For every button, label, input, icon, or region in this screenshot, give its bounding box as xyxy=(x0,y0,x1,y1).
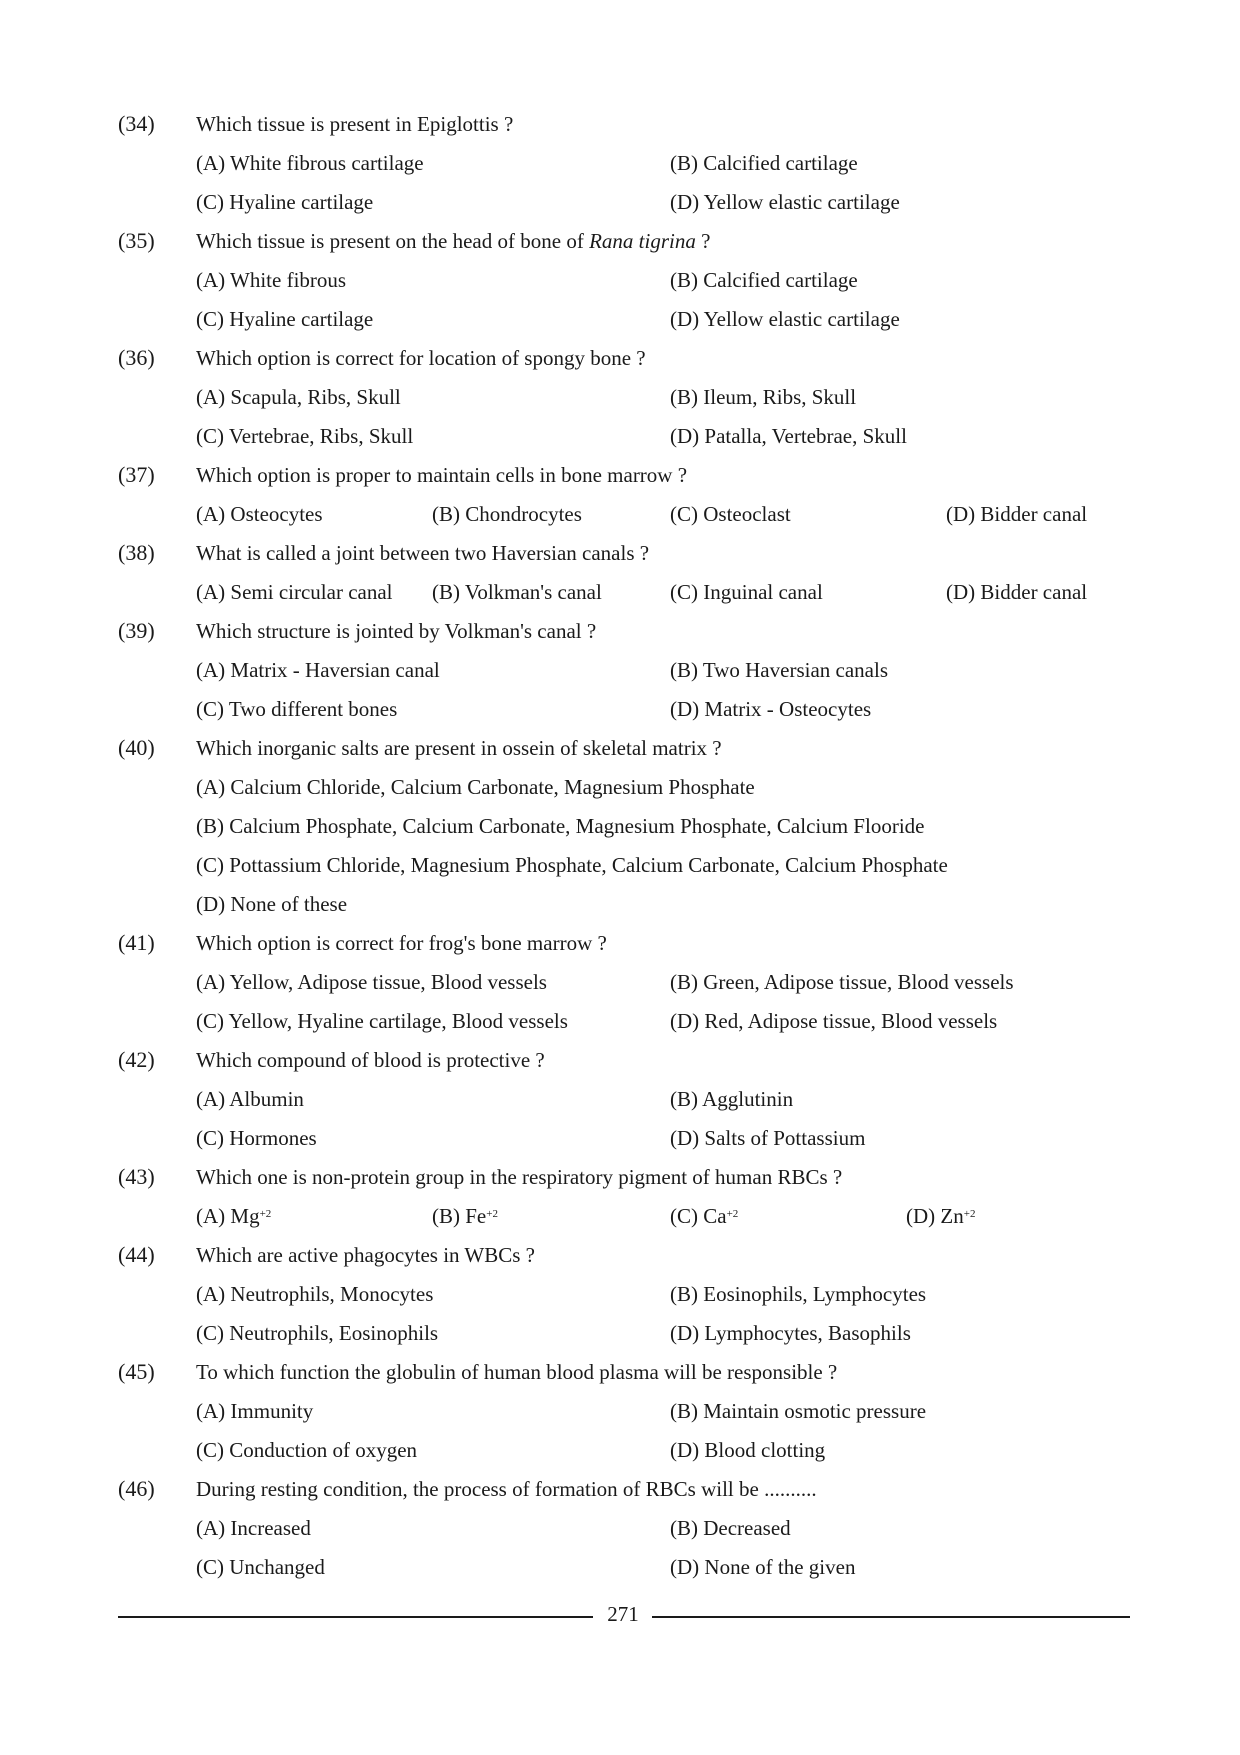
question-40 xyxy=(0,734,1240,774)
options-row xyxy=(0,266,1240,296)
option-label: (D) Zn xyxy=(906,1204,964,1228)
question-number: (34) xyxy=(118,111,155,136)
option-c: (C) Hormones xyxy=(196,1126,317,1150)
options-row xyxy=(0,1553,1240,1583)
option-c: (C) Yellow, Hyaline cartilage, Blood vessels xyxy=(196,1009,568,1033)
question-43 xyxy=(0,1163,1240,1203)
question-text: Which inorganic salts are present in ossein of skeletal matrix ? xyxy=(196,736,722,760)
question-text: To which function the globulin of human blood plasma will be responsible ? xyxy=(196,1360,838,1384)
options-row xyxy=(0,149,1240,179)
options-row xyxy=(0,188,1240,218)
option-d: (D) None of these xyxy=(196,892,348,916)
option-d: (D) Bidder canal xyxy=(946,502,1088,526)
options-row xyxy=(0,1280,1240,1310)
option-d: (D) Yellow elastic cartilage xyxy=(670,307,900,331)
option-a: (A) Yellow, Adipose tissue, Blood vessels xyxy=(196,970,547,994)
page-number: 271 xyxy=(607,1602,639,1626)
question-41 xyxy=(0,929,1240,969)
option-c: (C) Vertebrae, Ribs, Skull xyxy=(196,424,414,448)
option-d: (D) Red, Adipose tissue, Blood vessels xyxy=(670,1009,998,1033)
charge-superscript: +2 xyxy=(963,1208,976,1220)
options-row xyxy=(0,1007,1240,1037)
option-c xyxy=(670,1202,738,1230)
options-row xyxy=(0,695,1240,725)
options-row xyxy=(0,1397,1240,1427)
options-row xyxy=(0,968,1240,998)
question-number: (42) xyxy=(118,1047,155,1072)
option-c: (C) Pottassium Chloride, Magnesium Phosphate, Calcium Carbonate, Calcium Phosphate xyxy=(196,853,948,877)
options-row xyxy=(0,305,1240,335)
footer-rule-right xyxy=(652,1616,1130,1618)
options-row xyxy=(0,1514,1240,1544)
option-a: (A) Osteocytes xyxy=(196,502,323,526)
option-a: (A) Increased xyxy=(196,1516,311,1540)
options-row xyxy=(0,890,1240,920)
question-44 xyxy=(0,1241,1240,1281)
question-number: (40) xyxy=(118,735,155,760)
option-b: (B) Chondrocytes xyxy=(432,502,582,526)
option-c: (C) Inguinal canal xyxy=(670,580,823,604)
options-row xyxy=(0,851,1240,881)
charge-superscript: +2 xyxy=(726,1208,739,1220)
question-36 xyxy=(0,344,1240,384)
option-d xyxy=(906,1202,975,1230)
option-c: (C) Conduction of oxygen xyxy=(196,1438,418,1462)
option-b: (B) Eosinophils, Lymphocytes xyxy=(670,1282,927,1306)
option-b: (B) Calcified cartilage xyxy=(670,151,858,175)
option-d: (D) Lymphocytes, Basophils xyxy=(670,1321,911,1345)
options-row xyxy=(0,500,1240,530)
question-45 xyxy=(0,1358,1240,1398)
option-d: (D) Patalla, Vertebrae, Skull xyxy=(670,424,907,448)
question-38 xyxy=(0,539,1240,579)
options-row xyxy=(0,812,1240,842)
option-d: (D) Yellow elastic cartilage xyxy=(670,190,900,214)
option-b: (B) Green, Adipose tissue, Blood vessels xyxy=(670,970,1014,994)
option-d: (D) Blood clotting xyxy=(670,1438,826,1462)
question-number: (39) xyxy=(118,618,155,643)
option-a: (A) Immunity xyxy=(196,1399,314,1423)
option-d: (D) None of the given xyxy=(670,1555,856,1579)
option-b: (B) Agglutinin xyxy=(670,1087,794,1111)
question-text: Which option is correct for location of spongy bone ? xyxy=(196,346,646,370)
options-row xyxy=(0,1202,1240,1232)
question-number: (43) xyxy=(118,1164,155,1189)
option-b: (B) Volkman's canal xyxy=(432,580,602,604)
option-c: (C) Unchanged xyxy=(196,1555,325,1579)
option-b xyxy=(432,1202,498,1230)
option-c: (C) Neutrophils, Eosinophils xyxy=(196,1321,439,1345)
question-35 xyxy=(0,227,1240,267)
question-text: Which compound of blood is protective ? xyxy=(196,1048,545,1072)
question-number: (36) xyxy=(118,345,155,370)
option-a xyxy=(196,1202,271,1230)
options-row xyxy=(0,773,1240,803)
options-row xyxy=(0,422,1240,452)
question-37 xyxy=(0,461,1240,501)
question-number: (37) xyxy=(118,462,155,487)
question-46 xyxy=(0,1475,1240,1515)
option-c: (C) Hyaline cartilage xyxy=(196,190,374,214)
question-text: Which structure is jointed by Volkman's canal ? xyxy=(196,619,597,643)
option-b: (B) Maintain osmotic pressure xyxy=(670,1399,927,1423)
options-row xyxy=(0,1436,1240,1466)
option-label: (B) Fe xyxy=(432,1204,487,1228)
charge-superscript: +2 xyxy=(259,1208,272,1220)
option-d: (D) Salts of Pottassium xyxy=(670,1126,866,1150)
species-name: Rana tigrina xyxy=(589,229,696,253)
option-a: (A) Semi circular canal xyxy=(196,580,393,604)
option-b: (B) Calcium Phosphate, Calcium Carbonate, Magnesium Phosphate, Calcium Flooride xyxy=(196,814,925,838)
question-34 xyxy=(0,110,1240,150)
question-text-plain: Which tissue is present on the head of bone of xyxy=(196,229,590,253)
option-a: (A) White fibrous xyxy=(196,268,347,292)
question-text: During resting condition, the process of formation of RBCs will be .......... xyxy=(196,1477,817,1501)
question-number: (46) xyxy=(118,1476,155,1501)
option-b: (B) Decreased xyxy=(670,1516,791,1540)
charge-superscript: +2 xyxy=(486,1208,498,1220)
options-row xyxy=(0,1085,1240,1115)
option-d: (D) Matrix - Osteocytes xyxy=(670,697,872,721)
question-text: Which option is correct for frog's bone marrow ? xyxy=(196,931,607,955)
option-a: (A) Matrix - Haversian canal xyxy=(196,658,440,682)
option-a: (A) Neutrophils, Monocytes xyxy=(196,1282,434,1306)
option-c: (C) Osteoclast xyxy=(670,502,791,526)
question-number: (35) xyxy=(118,228,155,253)
question-number: (38) xyxy=(118,540,155,565)
question-text: Which one is non-protein group in the respiratory pigment of human RBCs ? xyxy=(196,1165,843,1189)
option-d: (D) Bidder canal xyxy=(946,580,1088,604)
option-label: (C) Ca xyxy=(670,1204,727,1228)
question-number: (45) xyxy=(118,1359,155,1384)
question-text: What is called a joint between two Haversian canals ? xyxy=(196,541,650,565)
option-b: (B) Two Haversian canals xyxy=(670,658,888,682)
question-text xyxy=(196,227,710,255)
question-number: (44) xyxy=(118,1242,155,1267)
options-row xyxy=(0,1124,1240,1154)
question-42 xyxy=(0,1046,1240,1086)
option-a: (A) Albumin xyxy=(196,1087,304,1111)
option-label: (A) Mg xyxy=(196,1204,260,1228)
question-number: (41) xyxy=(118,930,155,955)
footer-rule-left xyxy=(118,1616,593,1618)
question-text: Which tissue is present in Epiglottis ? xyxy=(196,112,514,136)
option-a: (A) White fibrous cartilage xyxy=(196,151,424,175)
option-c: (C) Hyaline cartilage xyxy=(196,307,374,331)
options-row xyxy=(0,1319,1240,1349)
options-row xyxy=(0,656,1240,686)
option-b: (B) Ileum, Ribs, Skull xyxy=(670,385,857,409)
question-text: Which option is proper to maintain cells in bone marrow ? xyxy=(196,463,688,487)
option-c: (C) Two different bones xyxy=(196,697,398,721)
options-row xyxy=(0,578,1240,608)
option-a: (A) Calcium Chloride, Calcium Carbonate, Magnesium Phosphate xyxy=(196,775,755,799)
options-row xyxy=(0,383,1240,413)
question-text: Which are active phagocytes in WBCs ? xyxy=(196,1243,535,1267)
option-b: (B) Calcified cartilage xyxy=(670,268,858,292)
option-a: (A) Scapula, Ribs, Skull xyxy=(196,385,401,409)
question-text-end: ? xyxy=(695,229,711,253)
question-39 xyxy=(0,617,1240,657)
